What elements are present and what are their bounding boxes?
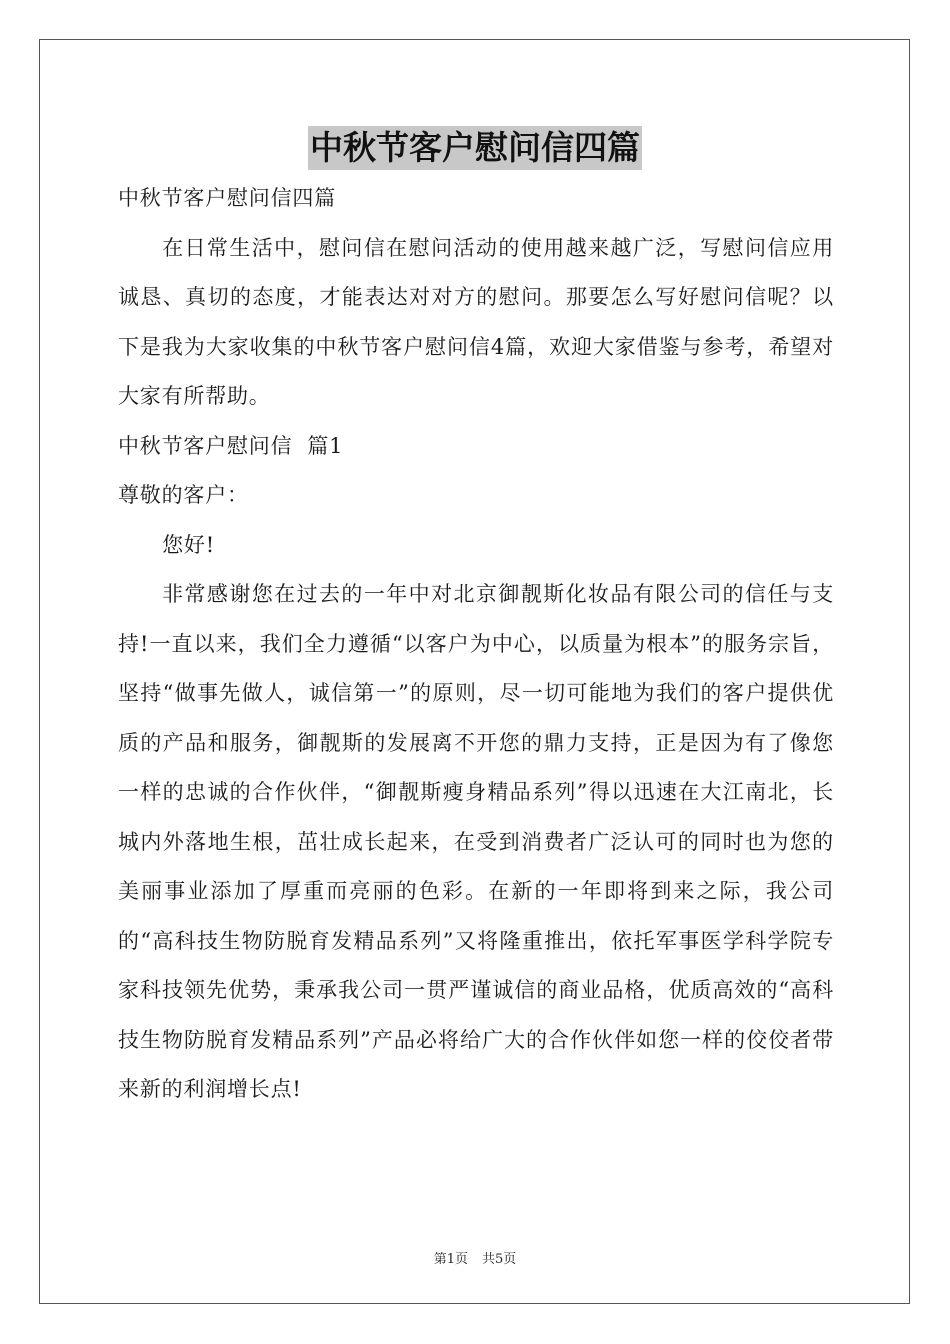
section-heading: 中秋节客户慰问信 篇1: [118, 433, 344, 458]
document-title: 中秋节客户慰问信四篇: [308, 126, 642, 170]
greeting: 您好!: [162, 532, 215, 557]
title-container: [0, 126, 950, 170]
document-subtitle: 中秋节客户慰问信四篇: [118, 186, 336, 210]
body-paragraph: 非常感谢您在过去的一年中对北京御靓斯化妆品有限公司的信任与支持!一直以来，我们全力遵循“以客户为中心，以质量为根本”的服务宗旨，坚持“做事先做人，诚信第一”的原则，尽一切可能地为我们的客户提供优质的产品和服务，御靓斯的发展离不开您的鼎力支持，正是因为有了像您一样的忠诚的合作伙伴，“御靓斯瘦身精品系列”得以迅速在大江南北，长城内外落地生根，茁壮成长起来，在受到消费者广泛认可的同时也为您的美丽事业添加了厚重而亮丽的色彩。在新的一年即将到来之际，我公司的“高科技生物防脱育发精品系列”又将隆重推出，依托军事医学科学院专家科技领先优势，秉承我公司一贯严谨诚信的商业品格，优质高效的“高科技生物防脱育发精品系列”产品必将给广大的合作伙伴如您一样的佼佼者带来新的利润增长点!: [118, 582, 834, 1101]
page-footer: [0, 1248, 950, 1267]
salutation: 尊敬的客户：: [118, 483, 249, 507]
document-body: [118, 174, 834, 1115]
page-total: 共5页: [482, 1252, 517, 1267]
page-number: 第1页: [433, 1252, 468, 1267]
intro-paragraph: 在日常生活中，慰问信在慰问活动的使用越来越广泛，写慰问信应用诚恳、真切的态度，才能表达对对方的慰问。那要怎么写好慰问信呢？以下是我为大家收集的中秋节客户慰问信4篇，欢迎大家借鉴与参考，希望对大家有所帮助。: [118, 235, 834, 408]
